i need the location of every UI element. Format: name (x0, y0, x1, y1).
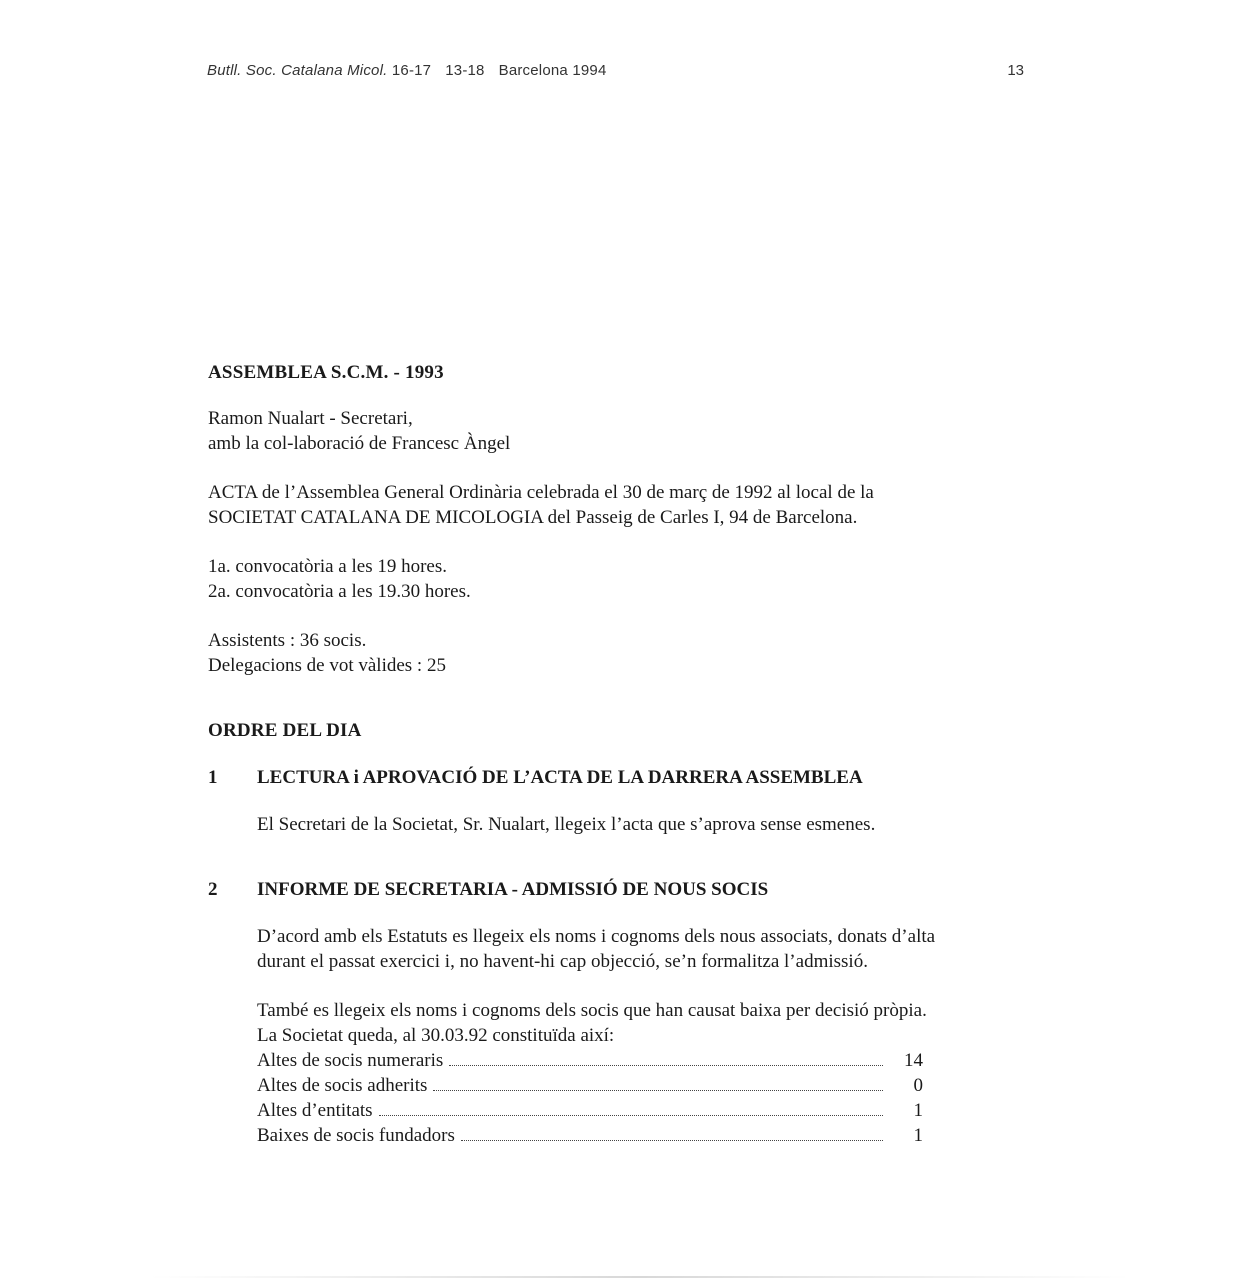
membership-label: Baixes de socis fundadors (257, 1125, 455, 1146)
membership-label: Altes d’entitats (257, 1100, 373, 1121)
author-line: amb la col-laboració de Francesc Àngel (208, 433, 511, 454)
agenda-item-number: 2 (208, 879, 218, 900)
document-title: ASSEMBLEA S.C.M. - 1993 (208, 362, 444, 383)
paragraph-line: La Societat queda, al 30.03.92 constituïda així: (257, 1025, 615, 1046)
intro-line: ACTA de l’Assemblea General Ordinària celebrada el 30 de març de 1992 al local de la (208, 482, 874, 503)
agenda-item-title: INFORME DE SECRETARIA - ADMISSIÓ DE NOUS SOCIS (257, 879, 769, 900)
paragraph-line: El Secretari de la Societat, Sr. Nualart, llegeix l’acta que s’aprova sense esmenes. (257, 814, 876, 835)
agenda-heading: ORDRE DEL DIA (208, 720, 362, 741)
convocatoria-line: 1a. convocatòria a les 19 hores. (208, 556, 447, 577)
membership-value: 14 (904, 1050, 923, 1071)
document-body (208, 360, 1028, 1148)
dot-leader (379, 1115, 883, 1116)
page-number: 13 (1007, 62, 1024, 79)
membership-value: 1 (913, 1100, 923, 1121)
membership-label: Altes de socis numeraris (257, 1050, 444, 1071)
running-head (207, 62, 607, 79)
membership-value: 0 (913, 1075, 923, 1096)
membership-row (257, 1098, 923, 1123)
paragraph-line: durant el passat exercici i, no havent-hi cap objecció, se’n formalitza l’admissió. (257, 951, 868, 972)
journal-name: Butll. Soc. Catalana Micol. (207, 62, 388, 79)
admission-paragraph (257, 924, 1028, 974)
intro-paragraph (208, 480, 1028, 530)
dot-leader (461, 1140, 883, 1141)
convocatoria-line: 2a. convocatòria a les 19.30 hores. (208, 581, 471, 602)
paragraph-line: D’acord amb els Estatuts es llegeix els noms i cognoms dels nous associats, donats d’alta (257, 926, 936, 947)
membership-row (257, 1123, 923, 1148)
membership-row (257, 1073, 923, 1098)
membership-paragraph (257, 998, 1028, 1148)
agenda-item-number: 1 (208, 767, 218, 788)
membership-label: Altes de socis adherits (257, 1075, 428, 1096)
agenda-item-heading (208, 877, 1028, 902)
author-line: Ramon Nualart - Secretari, (208, 408, 413, 429)
scan-edge-line (150, 1276, 1130, 1278)
membership-value: 1 (913, 1125, 923, 1146)
attendance-line: Assistents : 36 socis. (208, 630, 367, 651)
attendance (208, 628, 1028, 678)
intro-line: SOCIETAT CATALANA DE MICOLOGIA del Passeig de Carles I, 94 de Barcelona. (208, 507, 858, 528)
convocatories (208, 554, 1028, 604)
dot-leader (449, 1065, 883, 1066)
authors (208, 406, 1028, 456)
journal-volume: 16-17 (391, 62, 432, 79)
paragraph-line: També es llegeix els noms i cognoms dels socis que han causat baixa per decisió pròpia. (257, 1000, 927, 1021)
journal-pages: 13-18 (445, 62, 485, 79)
attendance-line: Delegacions de vot vàlides : 25 (208, 655, 446, 676)
membership-row (257, 1048, 923, 1073)
agenda-item-heading (208, 765, 1028, 790)
agenda-item-title: LECTURA i APROVACIÓ DE L’ACTA DE LA DARRERA ASSEMBLEA (257, 767, 863, 788)
agenda-item-text (257, 812, 1028, 837)
journal-place-year: Barcelona 1994 (498, 62, 607, 79)
dot-leader (433, 1090, 883, 1091)
